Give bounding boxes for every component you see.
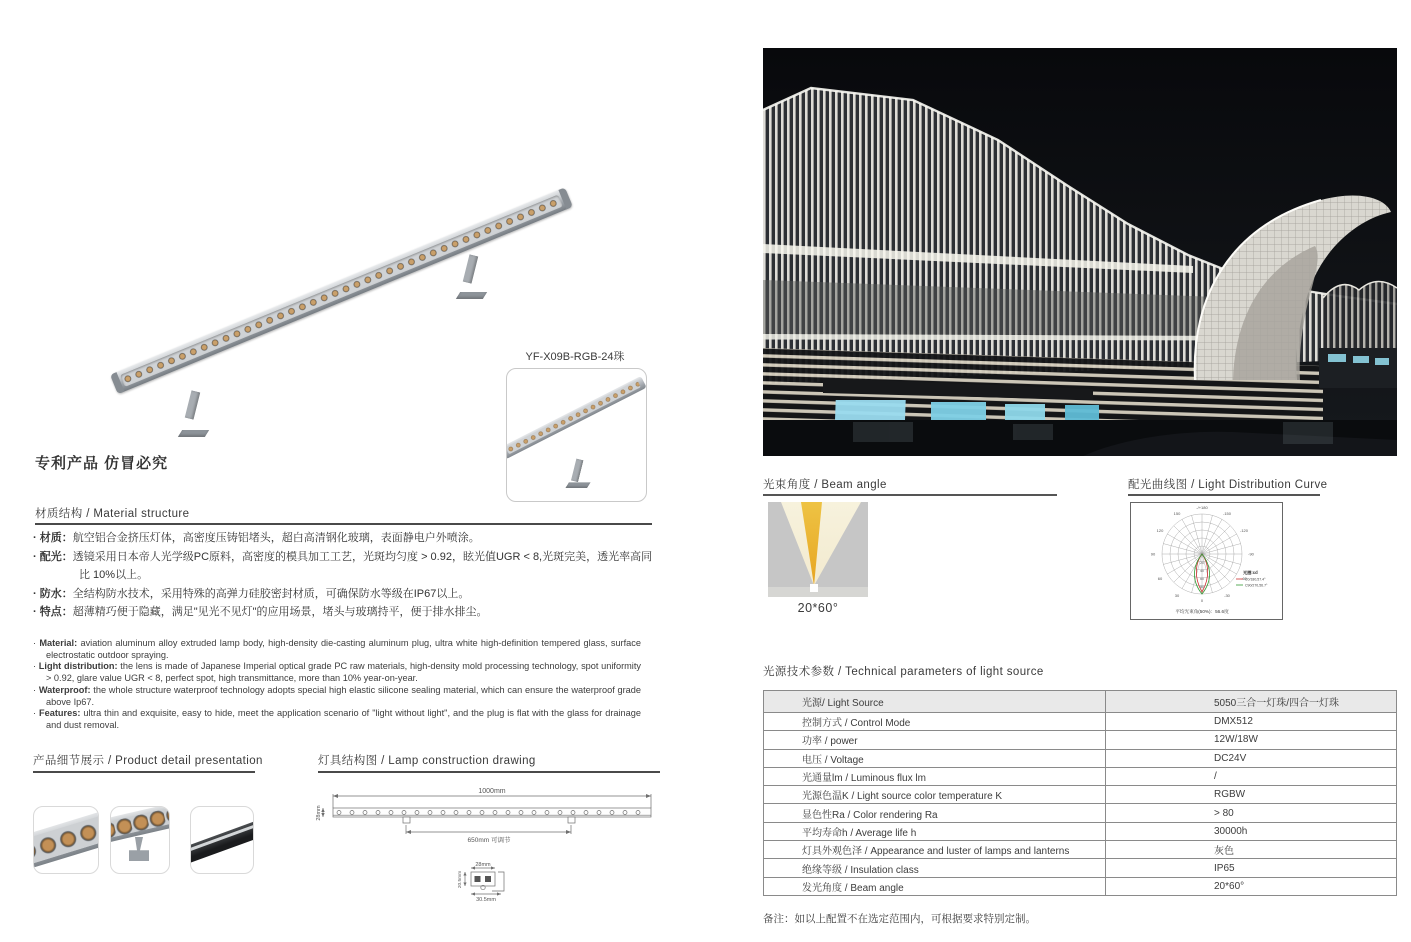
svg-text:0: 0: [1200, 598, 1204, 603]
divider: [35, 523, 652, 525]
bullet-material-en: · Material: aviation aluminum alloy extruded lamp body, high-density die-casting aluminum plug, ultra white high-definition tempered glass, surface electrostatic outdoor spraying.: [33, 638, 641, 661]
led-row: [120, 194, 563, 387]
table-row: 光源/ Light Source 5050三合一灯珠/四合一灯珠: [764, 691, 1397, 713]
divider: [33, 771, 255, 773]
svg-text:60: 60: [1157, 576, 1163, 581]
dim-section-width: 28mm: [475, 862, 491, 868]
mount-bracket: [180, 397, 207, 437]
table-row: 电压 / Voltage DC24V: [764, 749, 1397, 767]
dim-height: 28mm: [316, 805, 322, 821]
mount-bracket: [458, 261, 485, 299]
svg-text:-120: -120: [1239, 528, 1249, 533]
legend-c0: C0/180,57.4°: [1245, 577, 1266, 582]
divider: [1128, 494, 1320, 496]
material-bullets-en: [33, 638, 641, 732]
beam-angle-graphic: [768, 502, 868, 597]
svg-text:80: 80: [1200, 585, 1204, 589]
section-title-beam: 光束角度 / Beam angle: [763, 479, 887, 491]
mount-bracket: [567, 464, 585, 488]
building-photo: [763, 48, 1397, 456]
scallop-roof: [1323, 281, 1397, 348]
section-title-construction: 灯具结构图 / Lamp construction drawing: [318, 755, 536, 767]
table-row: 平均寿命h / Average life h 30000h: [764, 822, 1397, 840]
svg-text:60: 60: [1200, 577, 1204, 581]
table-row: 发光角度 / Beam angle 20*60°: [764, 877, 1397, 895]
beam-floor: [768, 587, 868, 597]
section-title-material: 材质结构 / Material structure: [35, 508, 190, 520]
product-inset-thumbnail: [506, 368, 647, 502]
svg-text:90: 90: [1150, 551, 1156, 557]
table-row: 显色性Ra / Color rendering Ra > 80: [764, 804, 1397, 822]
dim-adjustable: 650mm 可调节: [467, 837, 511, 844]
divider: [763, 494, 1057, 496]
bullet-light-en: · Light distribution: the lens is made of Japanese Imperial optical grade PC raw materials, high-density mold processing technology, spot uniformity > 0.92, glare value UGR < 8, perfect spot, high transmittance, more than 10% year-on-year.: [33, 661, 641, 684]
patent-notice: 专利产品 仿冒必究: [35, 455, 169, 472]
bullet-waterproof-en: · Waterproof: the whole structure waterproof technology adopts special high elastic silicone sealing material, which can ensure the waterproof grade above Ip67.: [33, 685, 641, 708]
section-title-details: 产品细节展示 / Product detail presentation: [33, 755, 263, 767]
svg-text:-90: -90: [1248, 551, 1254, 557]
svg-text:20: 20: [1200, 561, 1204, 565]
table-row: 控制方式 / Control Mode DMX512: [764, 713, 1397, 731]
divider: [318, 771, 660, 773]
table-footnote: 备注：如以上配置不在选定范围内，可根据要求特别定制。: [763, 913, 1036, 925]
table-row: 光源色温K / Light source color temperature K RGBW: [764, 786, 1397, 804]
construction-drawing: [313, 782, 663, 917]
svg-text:120: 120: [1156, 528, 1164, 533]
legend-title: 光圈:cd: [1243, 570, 1258, 575]
detail-thumb-bracket: [110, 806, 170, 874]
dim-section-height: 20.5mm: [458, 870, 463, 889]
bullet-features-cn: · 特点：超薄精巧便于隐藏，满足"见光不见灯"的应用场景，堵头与玻璃持平，便于排水排尘。: [33, 603, 661, 622]
svg-text:-150: -150: [1222, 511, 1232, 516]
section-title-params: 光源技术参数 / Technical parameters of light source: [763, 666, 1044, 678]
dim-total-length: 1000mm: [478, 788, 506, 795]
svg-text:30: 30: [1174, 593, 1180, 598]
section-title-curve: 配光曲线图 / Light Distribution Curve: [1128, 479, 1328, 491]
beam-angle-value: 20*60°: [797, 601, 839, 615]
curve-caption: 平均光束角(50%)：56.6度: [1175, 609, 1229, 614]
svg-text:40: 40: [1200, 569, 1204, 573]
bullet-features-en: · Features: ultra thin and exquisite, easy to hide, meet the application scenario of "light without light", and the plug is flat with the glass for drainage and dust removal.: [33, 708, 641, 731]
svg-text:-60: -60: [1241, 576, 1247, 581]
svg-text:-30: -30: [1224, 593, 1230, 598]
dim-section-bottom: 30.5mm: [476, 897, 496, 903]
led-bar-mini: [506, 376, 647, 459]
model-number-label: YF-X09B-RGB-24珠: [525, 351, 625, 363]
detail-thumb-profile: [190, 806, 254, 874]
table-row: 绝缘等级 / Insulation class IP65: [764, 859, 1397, 877]
svg-text:150: 150: [1173, 511, 1181, 516]
legend-c90: C90/270,56.7°: [1245, 583, 1268, 588]
parameters-table: [763, 690, 1397, 896]
light-distribution-curve: [1130, 502, 1283, 620]
table-row: 功率 / power 12W/18W: [764, 731, 1397, 749]
led-bar-image: [110, 187, 573, 394]
detail-thumb-leds: [33, 806, 99, 874]
bullet-waterproof-cn: · 防水：全结构防水技术，采用特殊的高弹力硅胶密封材质，可确保防水等级在IP67以上。: [33, 585, 661, 604]
bullet-light-cn: · 配光：透镜采用日本帝人光学级PC原料，高密度的模具加工工艺，光斑均匀度 > 0.92，眩光值UGR < 8,光斑完美，透光率高同比 10%以上。: [33, 548, 661, 585]
svg-text:-/+180: -/+180: [1196, 505, 1208, 510]
material-bullets-cn: [33, 529, 661, 622]
table-row: 灯具外观色泽 / Appearance and luster of lamps and lanterns 灰色: [764, 841, 1397, 859]
bullet-material-cn: · 材质：航空铝合金挤压灯体，高密度压铸铝堵头，超白高清钢化玻璃，表面静电户外喷涂。: [33, 529, 661, 548]
table-row: 光通量lm / Luminous flux lm /: [764, 767, 1397, 785]
beam-source: [810, 584, 818, 592]
